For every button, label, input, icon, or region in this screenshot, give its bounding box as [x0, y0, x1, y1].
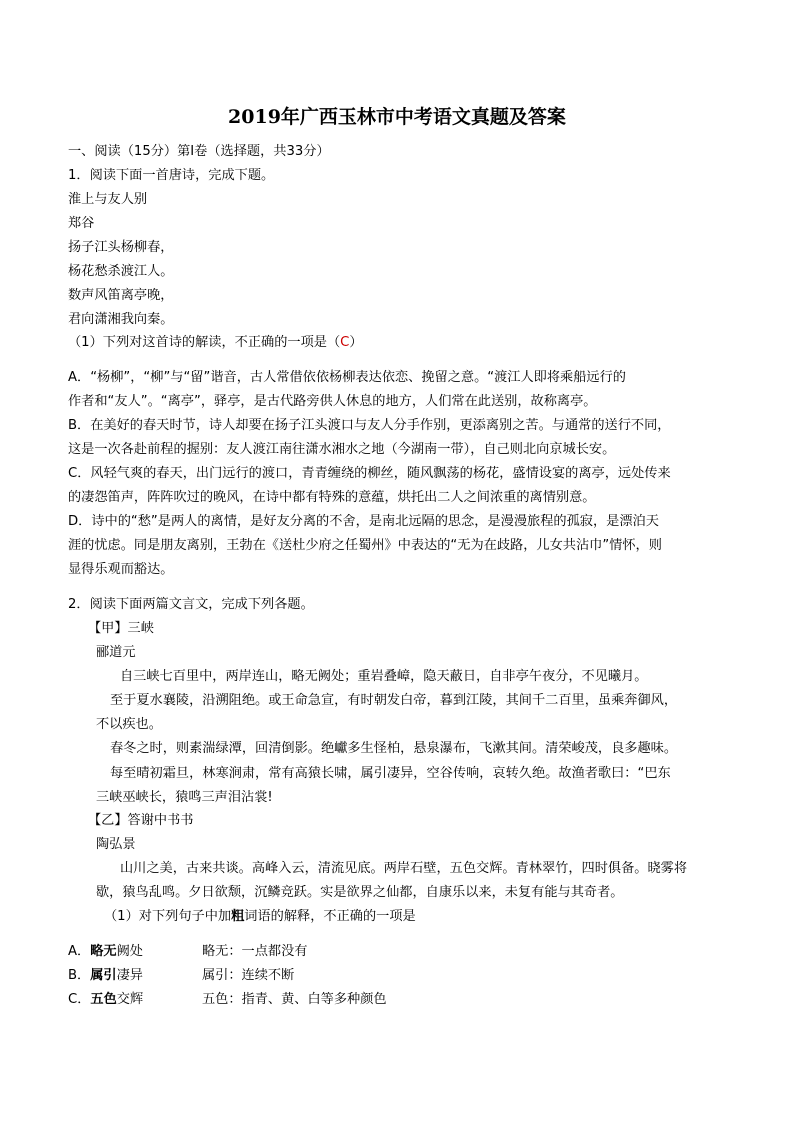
- passage-yi-title: 【乙】答谢中书书: [88, 813, 194, 828]
- poem-line-1: 扬子江头杨柳春，: [68, 240, 174, 255]
- poem-line-2: 杨花愁杀渡江人。: [68, 264, 174, 279]
- option-b: [68, 969, 143, 982]
- passage-jia-para-4-line-2: 三峡巫峡长，猿鸣三声泪沾裳!: [96, 790, 273, 805]
- sub-question-text: （1）对下列句子中加: [104, 909, 232, 924]
- option-a-line-1: A．“杨柳”，“柳”与“留”谐音，古人常借依依杨柳表达依恋、挽留之意。“渡江人即将乘船远行的: [68, 370, 626, 385]
- option-b-line-1: B．在美好的春天时节，诗人却要在扬子江头渡口与友人分手作别，更添离别之苦。与通常的送行不同，: [68, 418, 671, 433]
- passage-jia-para-3: 春冬之时，则素湍绿潭，回清倒影。绝巘多生怪柏，悬泉瀑布，飞漱其间。清荣峻茂，良多趣味。: [110, 741, 678, 756]
- option-d-line-2: 涯的忧虑。同是朋友离别，王勃在《送杜少府之任蜀州》中表达的“无为在歧路，儿女共沾巾”情怀，则: [68, 538, 662, 553]
- poem-author: 郑谷: [68, 216, 95, 231]
- option-phrase: 阙处: [116, 944, 143, 959]
- poem-line-4: 君向潇湘我向秦。: [68, 312, 174, 327]
- passage-yi-para-line-1: 山川之美，古来共谈。高峰入云，清流见底。两岸石壁，五色交辉。青林翠竹，四时俱备。晓雾将: [120, 861, 688, 876]
- option-key-word: 属引: [90, 968, 117, 983]
- passage-jia-title: 【甲】三峡: [88, 621, 154, 636]
- poem-line-3: 数声风笛离亭晚，: [68, 288, 174, 303]
- option-d-line-3: 显得乐观而豁达。: [68, 562, 174, 577]
- option-phrase: 凄异: [116, 968, 143, 983]
- passage-jia-para-2-line-2: 不以疾也。: [96, 717, 162, 732]
- question-1-sub-1: [68, 336, 363, 349]
- option-b-gloss: 属引：连续不断: [202, 968, 295, 983]
- option-c-line-1: C．风轻气爽的春天，出门远行的渡口，青青缠绕的柳丝，随风飘荡的杨花，盛情设宴的离亭，远处传来: [68, 466, 671, 481]
- poem-title: 淮上与友人别: [68, 192, 148, 207]
- passage-yi-para-line-2: 歇，猿鸟乱鸣。夕日欲颓，沉鳞竞跃。实是欲界之仙都，自康乐以来，未复有能与其奇者。: [96, 885, 624, 900]
- passage-yi-author: 陶弘景: [96, 837, 136, 852]
- option-key-word: 五色: [90, 992, 117, 1007]
- option-phrase: 交辉: [116, 992, 144, 1007]
- passage-jia-author: 郦道元: [96, 645, 136, 660]
- passage-jia-para-4-line-1: 每至晴初霜旦，林寒涧肃，常有高猿长啸，属引凄异，空谷传响，哀转久绝。故渔者歌曰：“巴东: [110, 766, 671, 781]
- option-letter: C．: [68, 992, 91, 1007]
- option-a: [68, 945, 143, 958]
- bold-marker: 粗: [231, 909, 245, 924]
- option-a-line-2: 作者和“友人”。“离亭”，驿亭，是古代路旁供人休息的地方，人们常在此送别，故称离亭。: [68, 394, 597, 409]
- option-letter: A．: [68, 944, 91, 959]
- option-a-gloss: 略无：一点都没有: [202, 944, 308, 959]
- passage-jia-para-2-line-1: 至于夏水襄陵，沿溯阻绝。或王命急宣，有时朝发白帝，暮到江陵，其间千二百里，虽乘奔御风，: [110, 693, 678, 708]
- section-header: 一、阅读（15分）第Ⅰ卷（选择题，共33分）: [68, 144, 330, 159]
- option-c-gloss: 五色：指青、黄、白等多种颜色: [202, 992, 387, 1007]
- sub-question-close: ）: [349, 335, 363, 350]
- question-2-prompt: 2．阅读下面两篇文言文，完成下列各题。: [68, 597, 314, 612]
- option-key-word: 略无: [90, 944, 117, 959]
- passage-jia-para-1: 自三峡七百里中，两岸连山，略无阙处；重岩叠嶂，隐天蔽日，自非亭午夜分，不见曦月。: [120, 669, 648, 684]
- option-c: [68, 993, 143, 1006]
- answer-mark: C: [340, 335, 350, 350]
- page-title: 2019年广西玉林市中考语文真题及答案: [228, 106, 566, 128]
- option-letter: B．: [68, 968, 91, 983]
- question-2-sub-1: [104, 910, 416, 923]
- sub-question-text-end: 词语的解释，不正确的一项是: [244, 909, 416, 924]
- option-d-line-1: D．诗中的“愁”是两人的离情，是好友分离的不舍，是南北远隔的思念，是漫漫旅程的孤寂，是漂泊天: [68, 514, 659, 529]
- option-b-line-2: 这是一次各赴前程的握别：友人渡江南往潇水湘水之地（今湖南一带），自己则北向京城长安。: [68, 442, 616, 457]
- sub-question-text: （1）下列对这首诗的解读，不正确的一项是（: [68, 335, 341, 350]
- option-c-line-2: 的凄怨笛声，阵阵吹过的晚风，在诗中都有特殊的意蕴，烘托出二人之间浓重的离情别意。: [68, 490, 596, 505]
- question-1-prompt: 1．阅读下面一首唐诗，完成下题。: [68, 168, 275, 183]
